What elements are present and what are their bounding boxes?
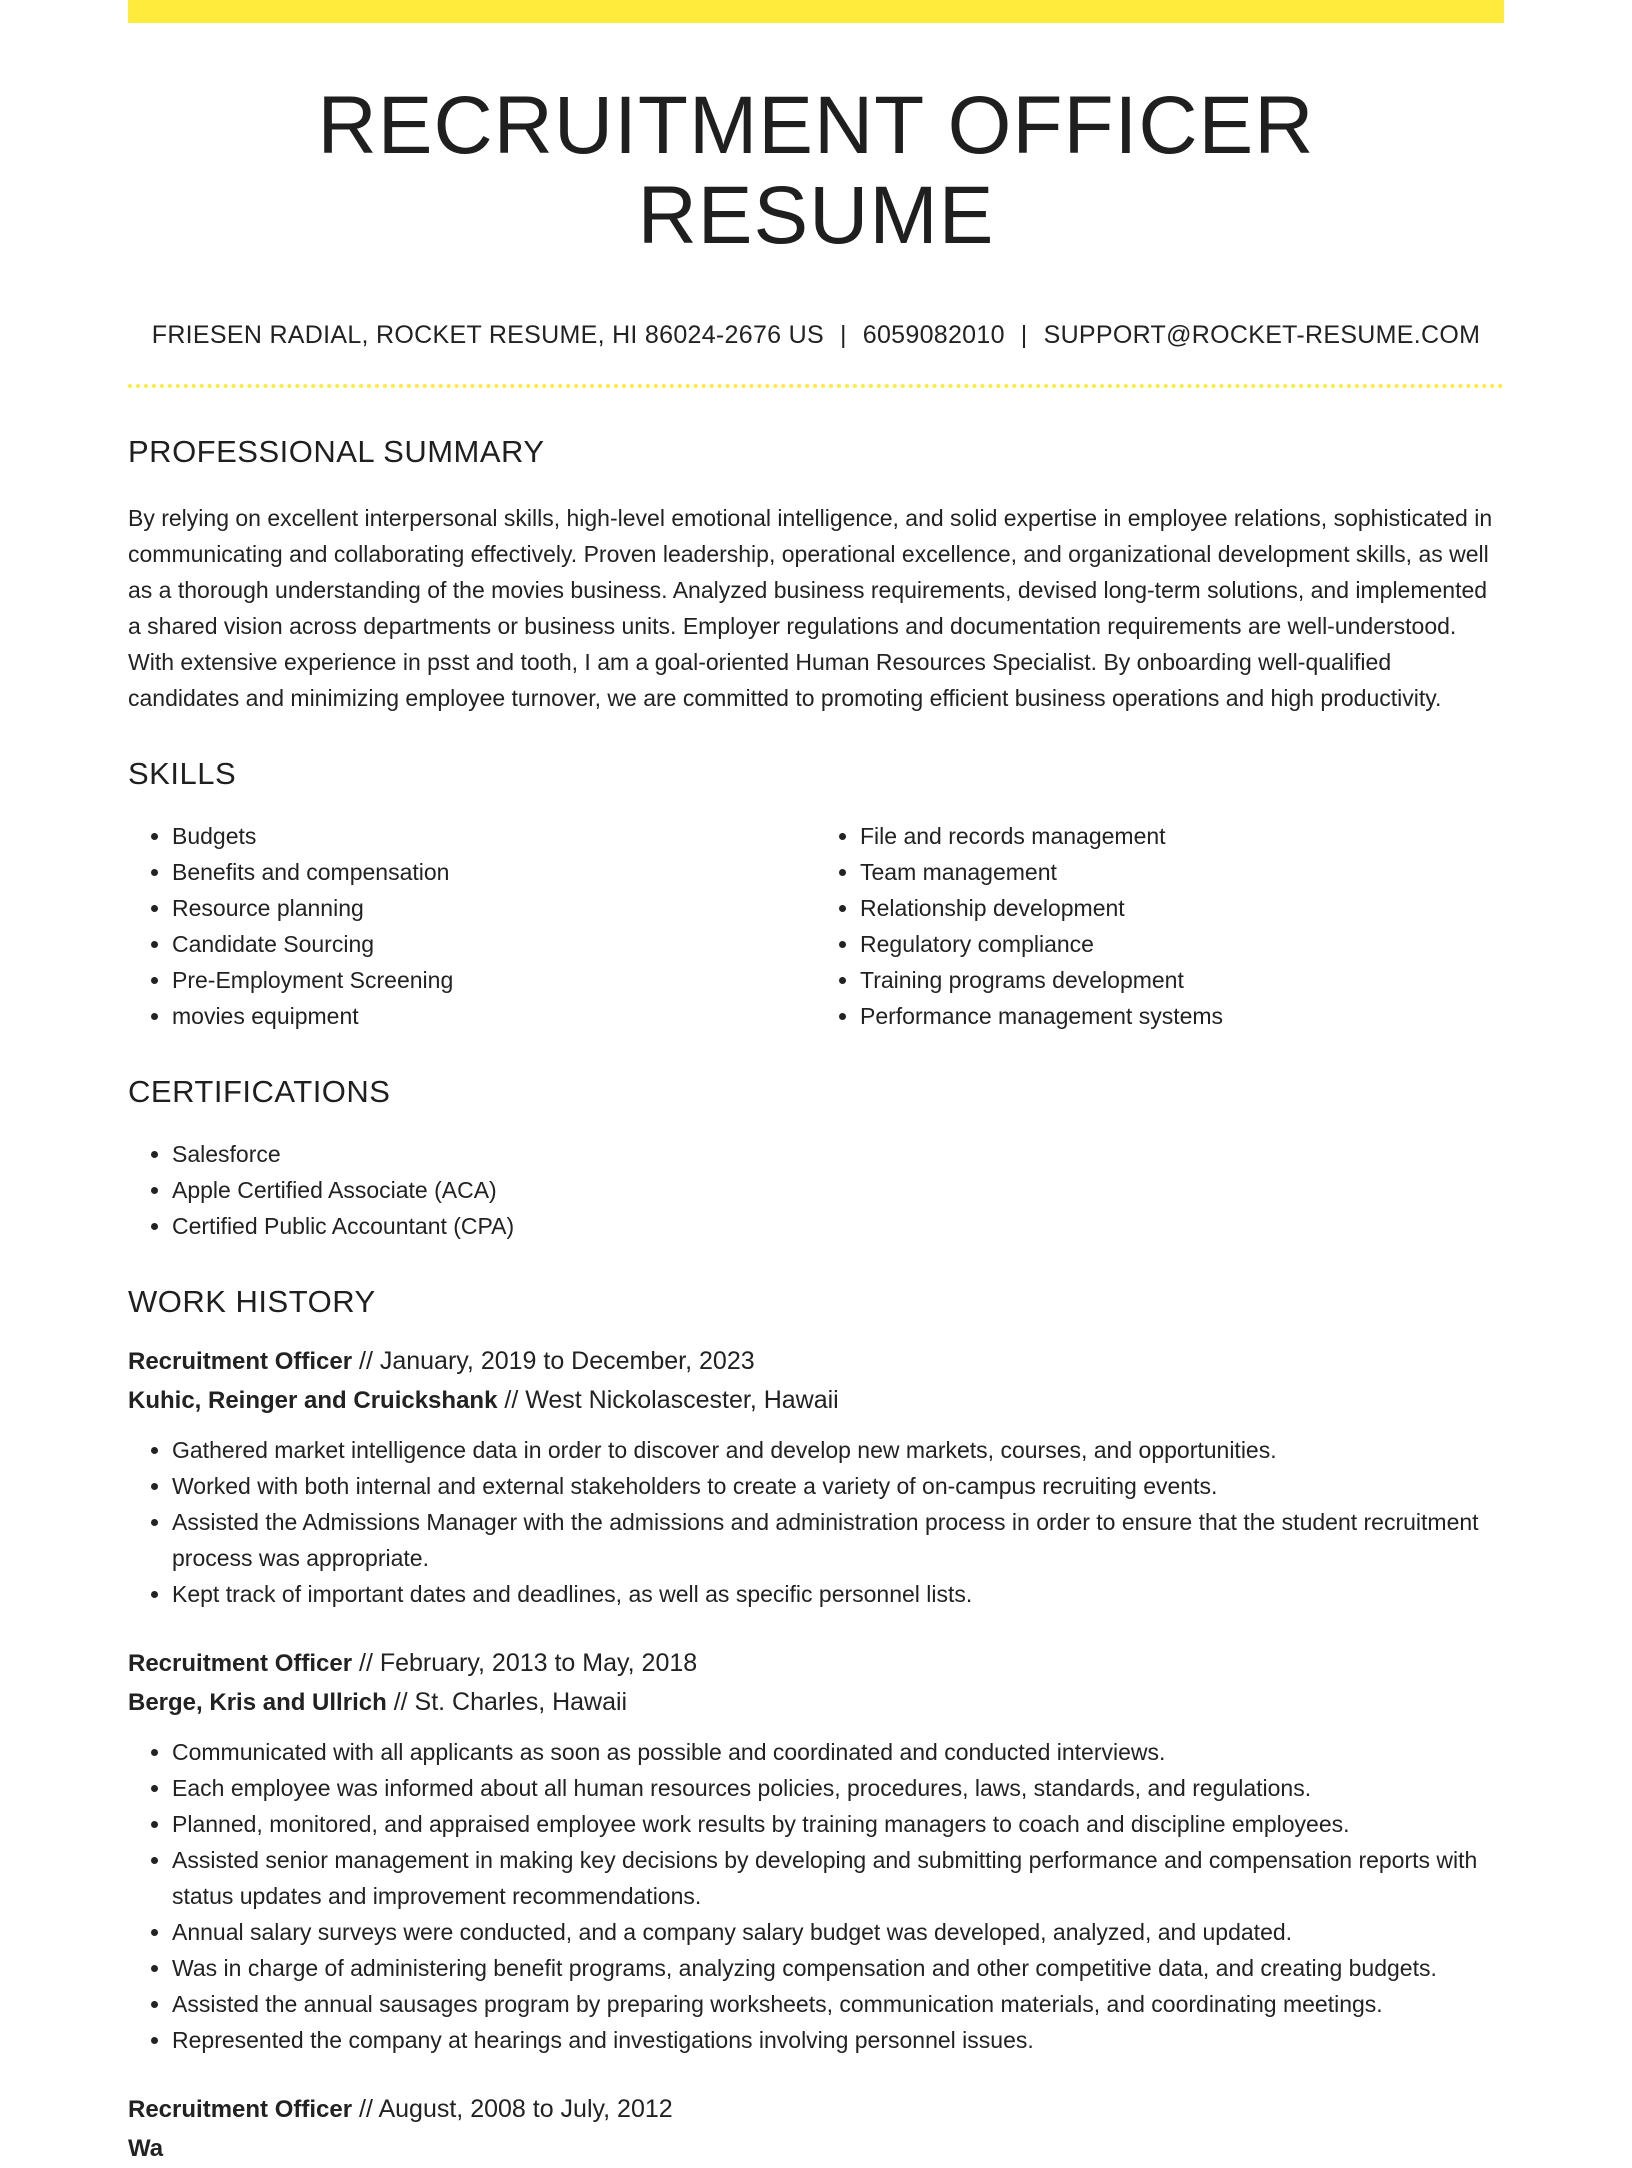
- job-title: Recruitment Officer: [128, 1348, 353, 1376]
- contact-separator: |: [1020, 321, 1028, 350]
- section-heading-certifications: CERTIFICATIONS: [128, 1074, 391, 1110]
- job-bullet: • Each employee was informed about all human resources policies, procedures, laws, standards, and regulations.: [172, 1770, 1504, 1806]
- job-title-line: [128, 1644, 1504, 1683]
- skill-item: • Regulatory compliance: [860, 926, 1504, 962]
- page-title: RECRUITMENT OFFICER RESUME: [317, 80, 1315, 262]
- contact-line: [128, 321, 1504, 350]
- section-heading-work-history: WORK HISTORY: [128, 1284, 376, 1320]
- job-company-line: [128, 1381, 1504, 1420]
- certifications-section: [128, 1074, 1504, 1244]
- job-bullets: [128, 1734, 1504, 2058]
- summary-text: By relying on excellent interpersonal skills, high-level emotional intelligence, and solid expertise in employee relations, sophisticated in communicating and collaborating effectively. Proven leadership, operational excellence, and organizational development skills, as well as a thorough understanding of the movies business. Analyzed business requirements, devised long-term solutions, and implemented a shared vision across departments or business units. Employer regulations and documentation requirements are well-understood. With extensive experience in psst and tooth, I am a goal-oriented Human Resources Specialist. By onboarding well-qualified candidates and minimizing employee turnover, we are committed to promoting efficient business operations and high productivity.: [128, 505, 1493, 712]
- job-bullet: • Gathered market intelligence data in order to discover and develop new markets, courses, and opportunities.: [172, 1432, 1504, 1468]
- job-bullet: • Kept track of important dates and deadlines, as well as specific personnel lists.: [172, 1576, 1504, 1612]
- skill-item: • movies equipment: [172, 998, 816, 1034]
- skills-section: [128, 756, 1504, 1034]
- skill-item: • Performance management systems: [860, 998, 1504, 1034]
- job-bullet: • Represented the company at hearings and investigations involving personnel issues.: [172, 2022, 1504, 2058]
- skill-item: • Benefits and compensation: [172, 854, 816, 890]
- job-bullets: [128, 1432, 1504, 1612]
- job-company: Berge, Kris and Ullrich: [128, 1689, 387, 1717]
- skill-item: • Budgets: [172, 818, 816, 854]
- job-company: Kuhic, Reinger and Cruickshank: [128, 1387, 498, 1415]
- job-title: Recruitment Officer: [128, 2096, 353, 2124]
- job-company-line: [128, 2129, 1504, 2168]
- job-dates: // February, 2013 to May, 2018: [352, 1649, 698, 1678]
- certification-item: • Apple Certified Associate (ACA): [172, 1172, 1504, 1208]
- skills-list-right: [816, 818, 1504, 1034]
- skill-item: • File and records management: [860, 818, 1504, 854]
- job-title-line: [128, 1342, 1504, 1381]
- certifications-list: [128, 1136, 1504, 1244]
- job-location: // St. Charles, Hawaii: [386, 1688, 628, 1717]
- skill-item: • Candidate Sourcing: [172, 926, 816, 962]
- work-history-section: [128, 1284, 1504, 2168]
- contact-phone: 6059082010: [862, 321, 1005, 350]
- skill-item: • Resource planning: [172, 890, 816, 926]
- contact-address: FRIESEN RADIAL, ROCKET RESUME, HI 86024-2676 US: [151, 321, 824, 350]
- job-bullet: • Planned, monitored, and appraised employee work results by training managers to coach and discipline employees.: [172, 1806, 1504, 1842]
- skill-item: • Team management: [860, 854, 1504, 890]
- section-heading-skills: SKILLS: [128, 756, 237, 792]
- section-heading-summary: PROFESSIONAL SUMMARY: [128, 434, 545, 470]
- jobs-container: [128, 1342, 1504, 2168]
- job-location: // West Nickolascester, Hawaii: [497, 1386, 839, 1415]
- contact-separator: |: [839, 321, 847, 350]
- job-title-line: [128, 2090, 1504, 2129]
- certification-item: • Salesforce: [172, 1136, 1504, 1172]
- job-company: Wa: [128, 2135, 164, 2163]
- job-title: Recruitment Officer: [128, 1650, 353, 1678]
- job-company-line: [128, 1683, 1504, 1722]
- summary-section: [128, 434, 1504, 716]
- contact-email: SUPPORT@ROCKET-RESUME.COM: [1043, 321, 1481, 350]
- job-entry: [128, 1644, 1504, 2058]
- job-bullet: • Assisted the Admissions Manager with the admissions and administration process in order to ensure that the student recruitment process was appropriate.: [172, 1504, 1504, 1576]
- job-bullet: • Worked with both internal and external stakeholders to create a variety of on-campus recruiting events.: [172, 1468, 1504, 1504]
- job-bullet: • Annual salary surveys were conducted, and a company salary budget was developed, analyzed, and updated.: [172, 1914, 1504, 1950]
- skill-item: • Pre-Employment Screening: [172, 962, 816, 998]
- job-entry: [128, 2090, 1504, 2168]
- job-bullet: • Was in charge of administering benefit programs, analyzing compensation and other competitive data, and creating budgets.: [172, 1950, 1504, 1986]
- certification-item: • Certified Public Accountant (CPA): [172, 1208, 1504, 1244]
- skills-columns: [128, 818, 1504, 1034]
- job-entry: [128, 1342, 1504, 1612]
- job-bullet: • Assisted senior management in making key decisions by developing and submitting performance and compensation reports with status updates and improvement recommendations.: [172, 1842, 1504, 1914]
- skills-list-left: [128, 818, 816, 1034]
- accent-bar: [128, 0, 1504, 23]
- job-bullet: • Communicated with all applicants as soon as possible and coordinated and conducted interviews.: [172, 1734, 1504, 1770]
- job-bullet: • Assisted the annual sausages program by preparing worksheets, communication materials, and coordinating meetings.: [172, 1986, 1504, 2022]
- resume-page: [128, 0, 1504, 2168]
- skill-item: • Training programs development: [860, 962, 1504, 998]
- dotted-divider: [128, 384, 1504, 388]
- skill-item: • Relationship development: [860, 890, 1504, 926]
- job-dates: // August, 2008 to July, 2012: [352, 2095, 673, 2124]
- job-dates: // January, 2019 to December, 2023: [352, 1347, 755, 1376]
